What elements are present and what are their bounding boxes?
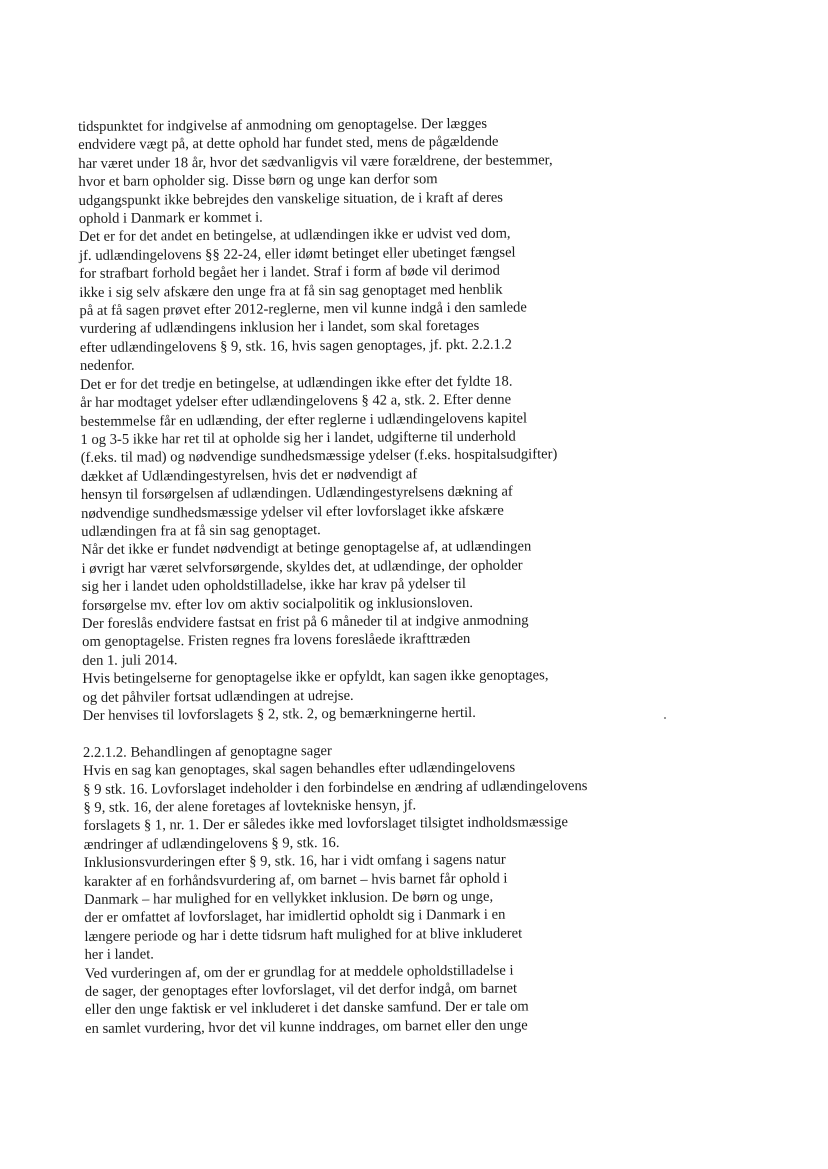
- text-line: § 9 stk. 16. Lovforslaget indeholder i den forbindelse en ændring af udlændingelovens: [83, 777, 588, 798]
- text-line: Inklusionsvurderingen efter § 9, stk. 16, har i vidt omfang i sagens natur: [83, 851, 506, 872]
- text-line: ophold i Danmark er kommet i.: [78, 209, 263, 228]
- text-line: udgangspunkt ikke bebrejdes den vanskelige situation, de i kraft af deres: [78, 189, 504, 209]
- text-line: tidspunktet for indgivelse af anmodning om genoptagelse. Der lægges: [78, 115, 488, 135]
- text-line: har været under 18 år, hvor det sædvanligvis vil være forældrene, der bestemmer,: [78, 152, 553, 172]
- text-line: her i landet.: [84, 946, 154, 964]
- text-line: forslagets § 1, nr. 1. Der er således ikke med lovforslaget tilsigtet indholdsmæssige: [83, 814, 568, 835]
- text-line: karakter af en forhåndsvurdering af, om barnet – hvis barnet får ophold i: [83, 870, 508, 890]
- text-line: dækket af Udlændingestyrelsen, hvis det er nødvendigt af: [80, 466, 418, 485]
- text-line: Når det ikke er fundet nødvendigt at betinge genoptagelse af, at udlændingen: [81, 538, 532, 559]
- scan-speck: [664, 717, 666, 719]
- text-line: endvidere vægt på, at dette ophold har fundet sted, mens de pågældende: [78, 134, 499, 154]
- text-line: længere periode og har i dette tidsrum haft mulighed for at blive inkluderet: [84, 925, 523, 945]
- text-line: Hvis betingelserne for genoptagelse ikke er opfyldt, kan sagen ikke genoptages,: [82, 667, 549, 688]
- text-line: om genoptagelse. Fristen regnes fra lovens foreslåede ikrafttræden: [82, 631, 471, 651]
- text-line: en samlet vurdering, hvor det vil kunne inddrages, om barnet eller den unge: [85, 1017, 528, 1037]
- text-line: eller den unge faktisk er vel inkluderet i det danske samfund. Der er tale om: [84, 998, 529, 1019]
- text-line: sig her i landet uden opholdstilladelse, ikke har krav på ydelser til: [81, 576, 466, 596]
- text-line: Der foreslås endvidere fastsat en frist på 6 måneder til at indgive anmodning: [81, 612, 529, 632]
- text-line: ikke i sig selv afskære den unge fra at få sin sag genoptaget med henblik: [79, 281, 503, 301]
- text-line: for strafbart forhold begået her i landet. Straf i form af bøde vil derimod: [79, 262, 500, 283]
- text-line: 2.2.1.2. Behandlingen af genoptagne sager: [82, 742, 332, 761]
- text-line: vurdering af udlændingens inklusion her i landet, som skal foretages: [79, 318, 480, 338]
- text-line: Det er for det andet en betingelse, at udlændingen ikke er udvist ved dom,: [78, 226, 511, 246]
- text-line: Hvis en sag kan genoptages, skal sagen behandles efter udlændingelovens: [83, 759, 516, 780]
- text-line: Ved vurderingen af, om der er grundlag for at meddele opholdstilladelse i: [84, 962, 514, 982]
- text-line: udlændingen fra at få sin sag genoptaget.: [81, 522, 321, 540]
- document-body: [78, 113, 725, 1038]
- text-line: i øvrigt har været selvforsørgende, skyldes det, at udlændinge, der opholder: [81, 557, 523, 577]
- text-line: Der henvises til lovforslagets § 2, stk. 2, og bemærkningerne hertil.: [82, 704, 476, 724]
- text-line: nedenfor.: [79, 357, 135, 375]
- text-line: Danmark – har mulighed for en vellykket inklusion. De børn og unge,: [84, 888, 494, 909]
- text-line: Det er for det tredje en betingelse, at udlændingen ikke efter det fyldte 18.: [80, 373, 513, 393]
- text-line: 1 og 3-5 ikke har ret til at opholde sig her i landet, udgifterne til underhold: [80, 428, 516, 448]
- text-line: den 1. juli 2014.: [82, 652, 178, 669]
- text-line: ændringer af udlændingelovens § 9, stk. 16.: [83, 834, 340, 853]
- text-line: jf. udlændingelovens §§ 22-24, eller idømt betinget eller ubetinget fængsel: [79, 244, 516, 264]
- text-line: hensyn til forsørgelsen af udlændingen. Udlændingestyrelsens dækning af: [80, 483, 513, 504]
- text-line: (f.eks. til mad) og nødvendige sundhedsmæssige ydelser (f.eks. hospitalsudgifter): [80, 446, 558, 467]
- text-line: hvor et barn opholder sig. Disse børn og unge kan derfor som: [78, 171, 438, 191]
- text-line: forsørgelse mv. efter lov om aktiv socialpolitik og inklusionsloven.: [81, 594, 474, 614]
- text-line: og det påhviler fortsat udlændingen at udrejse.: [82, 687, 354, 706]
- text-line: år har modtaget ydelser efter udlændingelovens § 42 a, stk. 2. Efter denne: [80, 391, 512, 412]
- text-line: bestemmelse får en udlænding, der efter reglerne i udlændingelovens kapitel: [80, 409, 528, 430]
- text-line: § 9, stk. 16, der alene foretages af lovtekniske hensyn, jf.: [83, 797, 417, 816]
- text-line: der er omfattet af lovforslaget, har imidlertid opholdt sig i Danmark i en: [84, 907, 506, 927]
- text-line: på at få sagen prøvet efter 2012-reglerne, men vil kunne indgå i den samlede: [79, 299, 527, 320]
- text-line: de sager, der genoptages efter lovforslaget, vil det derfor indgå, om barnet: [84, 980, 518, 1001]
- text-line: nødvendige sundhedsmæssige ydelser vil efter lovforslaget ikke afskære: [81, 502, 504, 522]
- text-line: efter udlændingelovens § 9, stk. 16, hvis sagen genoptages, jf. pkt. 2.2.1.2: [79, 336, 512, 356]
